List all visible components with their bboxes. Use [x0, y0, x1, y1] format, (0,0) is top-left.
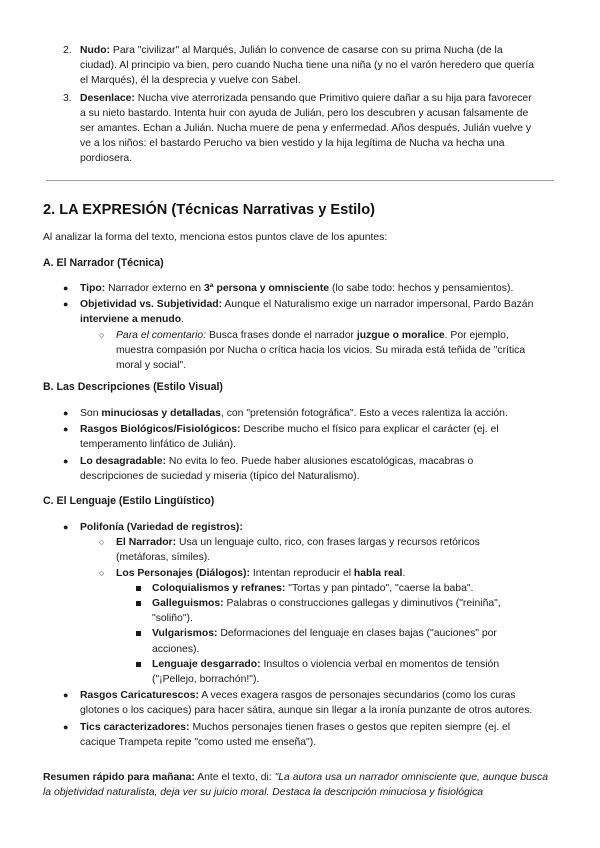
- circle-bullet-icon: ○: [99, 537, 105, 548]
- list-item-coloquialismos: [116, 581, 535, 596]
- item-text: Insultos o violencia verbal en momentos de tensión ("¡Pellejo, borrachón!").: [152, 658, 500, 686]
- list-item-label: Desenlace:: [80, 92, 135, 104]
- heading-lenguaje: C. El Lenguaje (Estilo Lingüístico): [43, 495, 215, 507]
- item-text: Son: [80, 408, 102, 419]
- list-item-el-narrador: [80, 535, 535, 565]
- item-label: Rasgos Biológicos/Fisiológicos:: [80, 424, 241, 436]
- item-text: Usa un lenguaje culto, rico, con frases largas y recursos retóricos (metáforas, símiles).: [116, 537, 480, 564]
- item-text: No evita lo feo. Puede haber alusiones escatológicas, macabras o descripciones de suciedad y miseria (típico del Naturalismo).: [80, 455, 474, 482]
- item-text: .: [402, 567, 406, 579]
- intro-paragraph: Al analizar la forma del texto, menciona estos puntos clave de los apuntes:: [43, 232, 388, 243]
- list-item-lenguaje-desgarrado: [116, 657, 535, 687]
- item-text: (lo sabe todo: hechos y pensamientos).: [329, 283, 514, 294]
- heading-narrador: A. El Narrador (Técnica): [43, 257, 164, 269]
- item-label: Rasgos Caricaturescos:: [80, 690, 199, 702]
- item-label: Polifonía (Variedad de registros):: [80, 522, 243, 533]
- list-item-rasgos-biologicos: [0, 422, 535, 452]
- item-text: "Tortas y pan pintado", "caerse la baba".: [285, 582, 474, 594]
- bullet-icon: ●: [63, 283, 69, 293]
- list-item-desenlace: [0, 91, 535, 167]
- heading-descripciones: B. Las Descripciones (Estilo Visual): [43, 381, 223, 393]
- item-label: Para el comentario:: [116, 329, 207, 341]
- item-text: Intentan reproducir el: [249, 567, 354, 579]
- item-text: Deformaciones del lenguaje en clases bajas ("auciones" por acciones).: [152, 628, 497, 655]
- narrador-list: [0, 281, 600, 374]
- item-text: Busca frases donde el narrador: [206, 329, 357, 341]
- item-label: Coloquialismos y refranes:: [152, 582, 286, 594]
- list-item-tipo: [0, 281, 535, 296]
- item-emphasis: juzgue o moralice: [356, 329, 445, 341]
- list-item-tics: [0, 720, 535, 750]
- item-text: A veces exagera rasgos de personajes secundarios (como los curas glotones o los caciques) para hacer sátira, aunque sin llegar a la ironía punzante de otros autores.: [80, 690, 533, 717]
- list-number: 2.: [63, 45, 72, 56]
- list-item-galleguismos: [116, 596, 535, 626]
- horizontal-divider: [46, 180, 554, 181]
- square-bullet-icon: [136, 601, 141, 606]
- list-item-caricaturescos: [0, 688, 535, 718]
- item-label: Lenguaje desgarrado:: [152, 658, 261, 670]
- list-item-desagradable: [0, 454, 535, 484]
- item-emphasis: habla real: [353, 567, 403, 579]
- item-label: Los Personajes (Diálogos):: [116, 567, 250, 579]
- bullet-icon: ●: [63, 299, 69, 310]
- list-item-polifonia: [0, 520, 535, 687]
- bullet-icon: ●: [63, 455, 69, 466]
- bullet-icon: ●: [63, 690, 69, 701]
- section-title: 2. LA EXPRESIÓN (Técnicas Narrativas y Estilo): [43, 202, 375, 218]
- square-bullet-icon: [136, 631, 141, 636]
- item-text: Narrador externo en: [105, 283, 204, 294]
- list-item-nudo: [0, 43, 535, 89]
- nested-list: [116, 581, 535, 687]
- item-label: Tics caracterizadores:: [80, 721, 190, 733]
- summary-quote: "La autora usa un narrador omnisciente que, aunque busca la objetividad naturalista, deja ver su juicio moral. Destaca la descripción minuciosa y fisiológica: [43, 772, 549, 799]
- nested-list: [80, 328, 535, 374]
- item-text: Aunque el Naturalismo exige un narrador impersonal, Pardo Bazán: [222, 299, 534, 311]
- item-text: .: [181, 314, 184, 326]
- bullet-icon: ●: [63, 408, 69, 418]
- item-emphasis: minuciosas y detalladas: [101, 408, 221, 419]
- item-emphasis: interviene a menudo: [80, 314, 182, 326]
- list-item-vulgarismos: [116, 626, 535, 656]
- item-text: . Por ejemplo, muestra compasión por Nucha o crítica hacia los vicios. Su mirada está teñida de "crítica moral y social".: [116, 329, 526, 372]
- item-label: Galleguismos:: [152, 598, 224, 610]
- circle-bullet-icon: ○: [99, 329, 105, 340]
- circle-bullet-icon: ○: [99, 567, 105, 578]
- square-bullet-icon: [136, 662, 141, 667]
- bullet-icon: ●: [63, 522, 69, 532]
- lenguaje-list: [0, 520, 600, 751]
- item-text: , con "pretensión fotográfica". Esto a veces ralentiza la acción.: [220, 408, 508, 419]
- item-text: Describe mucho el físico para explicar el carácter (ej. el temperamento linfático de Julián).: [80, 424, 499, 451]
- bullet-icon: ●: [63, 424, 69, 435]
- item-text: Palabras o construcciones gallegas y diminutivos ("reiniña", "soliño").: [152, 598, 501, 625]
- summary-text: Ante el texto, di:: [194, 772, 275, 783]
- nested-list: [80, 535, 535, 687]
- item-label: El Narrador:: [116, 537, 177, 549]
- summary-paragraph: [43, 770, 558, 800]
- list-item-comentario: [80, 328, 535, 374]
- square-bullet-icon: [136, 586, 141, 591]
- item-label: Lo desagradable:: [80, 455, 167, 467]
- item-label: Vulgarismos:: [152, 628, 218, 640]
- list-item-text: Nucha vive aterrorizada pensando que Primitivo quiere dañar a su hija para favorecer a su nieto bastardo. Intenta huir con ayuda de Julián, pero los descubren y acusan falsamente de ser amantes. Echan a Julián. Nucha muere de pena y enfermedad. Años después, Julián vuelve y ve a los niños: el bastardo Perucho va bien vestido y la hija legítima de Nucha va hecha una pordiosera.: [80, 92, 532, 165]
- item-label: Tipo:: [80, 283, 106, 294]
- list-item-personajes: [80, 566, 535, 688]
- descripciones-list: [0, 406, 600, 485]
- list-number: 3.: [63, 92, 72, 104]
- summary-label: Resumen rápido para mañana:: [43, 772, 195, 783]
- bullet-icon: ●: [63, 721, 69, 732]
- list-item-minuciosas: [0, 406, 535, 421]
- item-emphasis: 3ª persona y omnisciente: [203, 283, 330, 294]
- item-text: Muchos personajes tienen frases o gestos que repiten siempre (ej. el cacique Trampeta repite "como usted me enseña").: [80, 721, 511, 748]
- list-item-objetividad: [0, 297, 535, 373]
- list-item-text: Para "civilizar" al Marqués, Julián lo convence de casarse con su prima Nucha (de la ciudad). Al principio va bien, pero cuando Nucha tiene una niña (y no el varón heredero que quería el Marqués), él la desprecia y vuelve con Sabel.: [80, 45, 535, 87]
- plot-list: [0, 43, 600, 167]
- item-label: Objetividad vs. Subjetividad:: [80, 299, 223, 311]
- list-item-label: Nudo:: [80, 45, 111, 56]
